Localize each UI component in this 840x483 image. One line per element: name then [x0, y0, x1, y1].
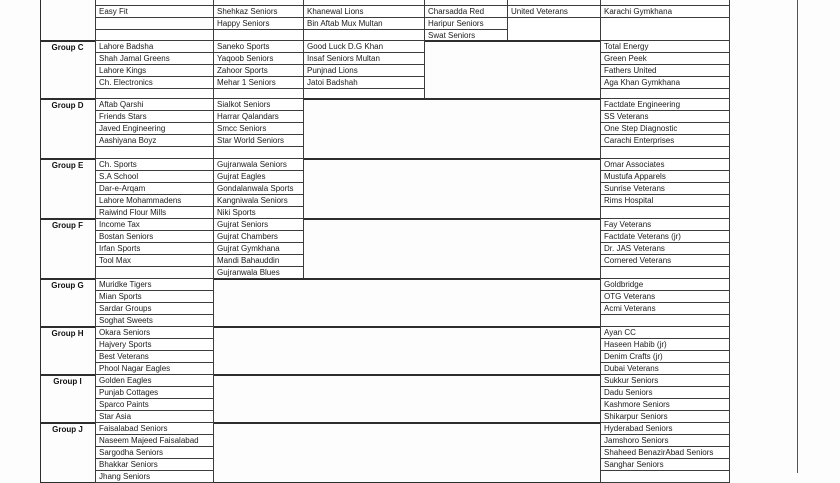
team-cell: Shehkaz Seniors: [213, 5, 304, 18]
team-cell: Jhang Seniors: [95, 470, 214, 483]
team-cell: Gujrat Seniors: [213, 218, 304, 231]
team-cell: Haripur Seniors: [424, 17, 508, 30]
group-label-group-f: Group F: [51, 221, 84, 230]
team-cell: Gujranwala Blues: [213, 266, 304, 279]
team-cell: Gujrat Chambers: [213, 230, 304, 243]
empty-cell: [507, 17, 601, 41]
team-cell: Kangniwala Seniors: [213, 194, 304, 207]
team-cell: Sialkot Seniors: [213, 98, 304, 111]
team-cell: Niki Sports: [213, 206, 304, 219]
team-cell: Ch. Electronics: [95, 76, 214, 89]
team-cell: Lahore Badsha: [95, 40, 214, 53]
team-cell: Naseem Majeed Faisalabad: [95, 434, 214, 447]
team-cell: Goldbridge: [600, 278, 730, 291]
team-cell: Sargodha Seniors: [95, 446, 214, 459]
team-cell: Sanghar Seniors: [600, 458, 730, 471]
team-cell: Bhakkar Seniors: [95, 458, 214, 471]
team-cell: Gujrat Gymkhana: [213, 242, 304, 255]
team-cell: Ch. Sports: [95, 158, 214, 171]
team-cell: Factdate Engineering: [600, 98, 730, 111]
team-cell: Rims Hospital: [600, 194, 730, 207]
team-cell: Haseen Habib (jr): [600, 338, 730, 351]
team-cell: Phool Nagar Eagles: [95, 362, 214, 375]
team-cell: Sunrise Veterans: [600, 182, 730, 195]
team-cell: Ayan CC: [600, 326, 730, 339]
team-cell: Charsadda Red: [424, 5, 508, 18]
team-cell: Denim Crafts (jr): [600, 350, 730, 363]
team-cell: Star Asia: [95, 410, 214, 423]
team-cell: Dar-e-Arqam: [95, 182, 214, 195]
team-cell: Jatoi Badshah: [303, 76, 425, 89]
team-cell: Khanewal Lions: [303, 5, 425, 18]
team-cell: Karachi Gymkhana: [600, 5, 730, 18]
team-cell: Yaqoob Seniors: [213, 52, 304, 65]
team-cell: Kashmore Seniors: [600, 398, 730, 411]
group-label-group-c: Group C: [51, 43, 84, 52]
team-cell: Harrar Qalandars: [213, 110, 304, 123]
team-cell: Zahoor Sports: [213, 64, 304, 77]
team-cell: Sardar Groups: [95, 302, 214, 315]
empty-cell: [600, 17, 730, 41]
team-cell: Total Energy: [600, 40, 730, 53]
team-cell: Shikarpur Seniors: [600, 410, 730, 423]
team-cell: Gondalanwala Sports: [213, 182, 304, 195]
group-label-group-g: Group G: [51, 281, 84, 290]
team-cell: Friends Stars: [95, 110, 214, 123]
team-cell: Happy Seniors: [213, 17, 304, 30]
team-cell: Carachi Enterprises: [600, 134, 730, 147]
team-cell: Acmi Veterans: [600, 302, 730, 315]
team-cell: Easy Fit: [95, 5, 214, 18]
group-label-group-i: Group I: [53, 377, 82, 386]
team-cell: Mustufa Apparels: [600, 170, 730, 183]
team-cell: Green Peek: [600, 52, 730, 65]
team-cell: Okara Seniors: [95, 326, 214, 339]
team-cell: Dubai Veterans: [600, 362, 730, 375]
team-cell: Hyderabad Seniors: [600, 422, 730, 435]
team-cell: Soghat Sweets: [95, 314, 214, 327]
team-cell: Bostan Seniors: [95, 230, 214, 243]
team-cell: Omar Associates: [600, 158, 730, 171]
team-cell: Tool Max: [95, 254, 214, 267]
team-cell: Fay Veterans: [600, 218, 730, 231]
team-cell: Shah Jamal Greens: [95, 52, 214, 65]
team-cell: Dr. JAS Veterans: [600, 242, 730, 255]
team-cell: Golden Eagles: [95, 374, 214, 387]
team-cell: Raiwind Flour Mills: [95, 206, 214, 219]
group-label-group-h: Group H: [51, 329, 84, 338]
group-label-group-j: Group J: [52, 425, 83, 434]
team-cell: Gujranwala Seniors: [213, 158, 304, 171]
team-cell: Lahore Mohammadens: [95, 194, 214, 207]
team-cell: Income Tax: [95, 218, 214, 231]
team-cell: Jamshoro Seniors: [600, 434, 730, 447]
team-cell: Factdate Veterans (jr): [600, 230, 730, 243]
team-cell: Irfan Sports: [95, 242, 214, 255]
team-cell: Aashiyana Boyz: [95, 134, 214, 147]
team-cell: OTG Veterans: [600, 290, 730, 303]
team-cell: Fathers United: [600, 64, 730, 77]
team-cell: Shaheed BenazirAbad Seniors: [600, 446, 730, 459]
page-edge-rule: [797, 0, 798, 473]
team-cell: Cornered Veterans: [600, 254, 730, 267]
group-label-group-e: Group E: [51, 161, 84, 170]
team-cell: Faisalabad Seniors: [95, 422, 214, 435]
team-cell: SS Veterans: [600, 110, 730, 123]
team-cell: Muridke Tigers: [95, 278, 214, 291]
team-cell: Mehar 1 Seniors: [213, 76, 304, 89]
team-cell: Bin Aftab Mux Multan: [303, 17, 425, 30]
team-cell: One Step Diagnostic: [600, 122, 730, 135]
team-cell: Star World Seniors: [213, 134, 304, 147]
team-cell: Swat Seniors: [424, 29, 508, 41]
team-cell: Dadu Seniors: [600, 386, 730, 399]
team-cell: Lahore Kings: [95, 64, 214, 77]
empty-cell: [600, 470, 730, 483]
team-cell: Sparco Paints: [95, 398, 214, 411]
team-cell: Aftab Qarshi: [95, 98, 214, 111]
team-cell: Hajvery Sports: [95, 338, 214, 351]
team-cell: Gujrat Eagles: [213, 170, 304, 183]
team-cell: United Veterans: [507, 5, 601, 18]
group-label-group-d: Group D: [51, 101, 84, 110]
team-cell: Punjab Cottages: [95, 386, 214, 399]
team-cell: Punjnad Lions: [303, 64, 425, 77]
team-cell: Mandi Bahauddin: [213, 254, 304, 267]
team-cell: S.A School: [95, 170, 214, 183]
team-cell: Mian Sports: [95, 290, 214, 303]
team-cell: Saneko Sports: [213, 40, 304, 53]
team-cell: Sukkur Seniors: [600, 374, 730, 387]
team-cell: Insaf Seniors Multan: [303, 52, 425, 65]
team-cell: Javed Engineering: [95, 122, 214, 135]
team-cell: Good Luck D.G Khan: [303, 40, 425, 53]
team-cell: Aga Khan Gymkhana: [600, 76, 730, 89]
team-cell: Smcc Seniors: [213, 122, 304, 135]
team-cell: Best Veterans: [95, 350, 214, 363]
